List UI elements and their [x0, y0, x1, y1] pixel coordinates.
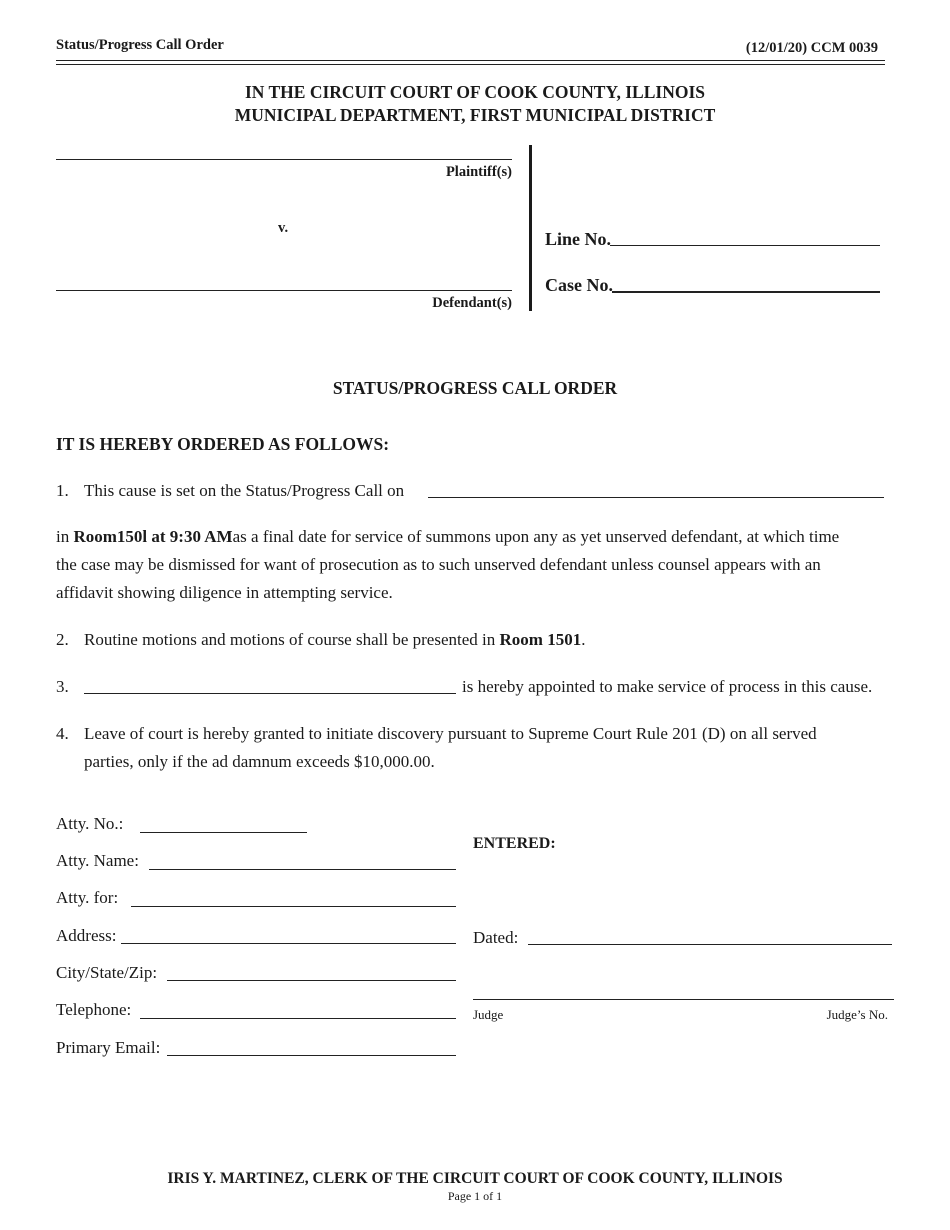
email-field[interactable]	[167, 1055, 456, 1056]
atty-no-label: Atty. No.:	[56, 814, 124, 833]
address-label: Address:	[56, 926, 117, 945]
item-1-text: This cause is set on the Status/Progress Call on	[84, 481, 405, 500]
case-no-field[interactable]	[612, 291, 880, 293]
email-label: Primary Email:	[56, 1038, 161, 1057]
item-1-number: 1.	[56, 481, 69, 500]
item-4-line-2: parties, only if the ad damnum exceeds $10,000.00.	[84, 752, 435, 771]
plaintiff-label: Plaintiff(s)	[445, 164, 512, 180]
paragraph-room-time: Room150l at 9:30 AM	[73, 527, 233, 546]
item-2-body: Routine motions and motions of course shall be presented in	[84, 630, 500, 649]
court-title	[0, 81, 950, 127]
form-code: (12/01/20) CCM 0039	[745, 40, 878, 56]
item-4-text	[84, 720, 817, 776]
address-field[interactable]	[121, 943, 456, 944]
telephone-field[interactable]	[140, 1018, 456, 1019]
city-state-zip-label: City/State/Zip:	[56, 963, 158, 982]
paragraph-in: in	[56, 527, 74, 546]
atty-for-field[interactable]	[131, 906, 456, 907]
telephone-label: Telephone:	[56, 1000, 132, 1019]
atty-no-field[interactable]	[140, 832, 307, 833]
item-3-number: 3.	[56, 677, 69, 696]
header-rule-top	[56, 60, 885, 61]
item-3-text: is hereby appointed to make service of process in this cause.	[462, 677, 873, 696]
item-4-number: 4.	[56, 724, 69, 743]
city-state-zip-field[interactable]	[167, 980, 456, 981]
appointed-server-field[interactable]	[84, 693, 456, 694]
dated-label: Dated:	[473, 928, 519, 947]
paragraph-line-1	[56, 523, 896, 551]
judge-label: Judge	[473, 1007, 504, 1022]
item-2-text	[84, 626, 585, 654]
judge-signature-line[interactable]	[473, 999, 894, 1000]
atty-name-field[interactable]	[149, 869, 456, 870]
atty-for-label: Atty. for:	[56, 888, 119, 907]
item-2-room: Room 1501	[499, 630, 582, 649]
judge-no-label: Judge’s No.	[826, 1007, 888, 1022]
defendant-line[interactable]	[56, 290, 512, 291]
order-title: STATUS/PROGRESS CALL ORDER	[332, 378, 618, 398]
paragraph-line-2: the case may be dismissed for want of prosecution as to such unserved defendant unless counsel appears with an	[56, 555, 821, 574]
court-line-2: MUNICIPAL DEPARTMENT, FIRST MUNICIPAL DISTRICT	[234, 105, 716, 125]
line-no-label: Line No.	[545, 229, 612, 249]
paragraph-rest-1: as a final date for service of summons upon any as yet unserved defendant, at which time	[232, 527, 840, 546]
court-line-1: IN THE CIRCUIT COURT OF COOK COUNTY, ILLINOIS	[245, 82, 705, 102]
caption-divider	[529, 145, 532, 311]
atty-name-label: Atty. Name:	[56, 851, 139, 870]
defendant-label: Defendant(s)	[432, 295, 512, 311]
service-paragraph	[56, 523, 896, 607]
clerk-footer: IRIS Y. MARTINEZ, CLERK OF THE CIRCUIT COURT OF COOK COUNTY, ILLINOIS	[167, 1170, 783, 1187]
entered-label: ENTERED:	[473, 835, 556, 852]
form-name: Status/Progress Call Order	[56, 37, 224, 53]
status-call-date-field[interactable]	[428, 497, 884, 498]
page-number: Page 1 of 1	[447, 1189, 503, 1203]
ordered-heading: IT IS HEREBY ORDERED AS FOLLOWS:	[56, 434, 390, 454]
item-2-period: .	[581, 630, 586, 649]
paragraph-line-3: affidavit showing diligence in attempting service.	[56, 583, 393, 602]
plaintiff-line[interactable]	[56, 159, 512, 160]
item-4-line-1: Leave of court is hereby granted to initiate discovery pursuant to Supreme Court Rule 201 (D) on all served	[84, 724, 817, 743]
line-no-field[interactable]	[610, 245, 880, 246]
case-no-label: Case No.	[545, 275, 613, 295]
versus-label: v.	[278, 220, 289, 236]
dated-field[interactable]	[528, 944, 892, 945]
header-rule-bottom	[56, 64, 885, 65]
item-2-number: 2.	[56, 630, 69, 649]
